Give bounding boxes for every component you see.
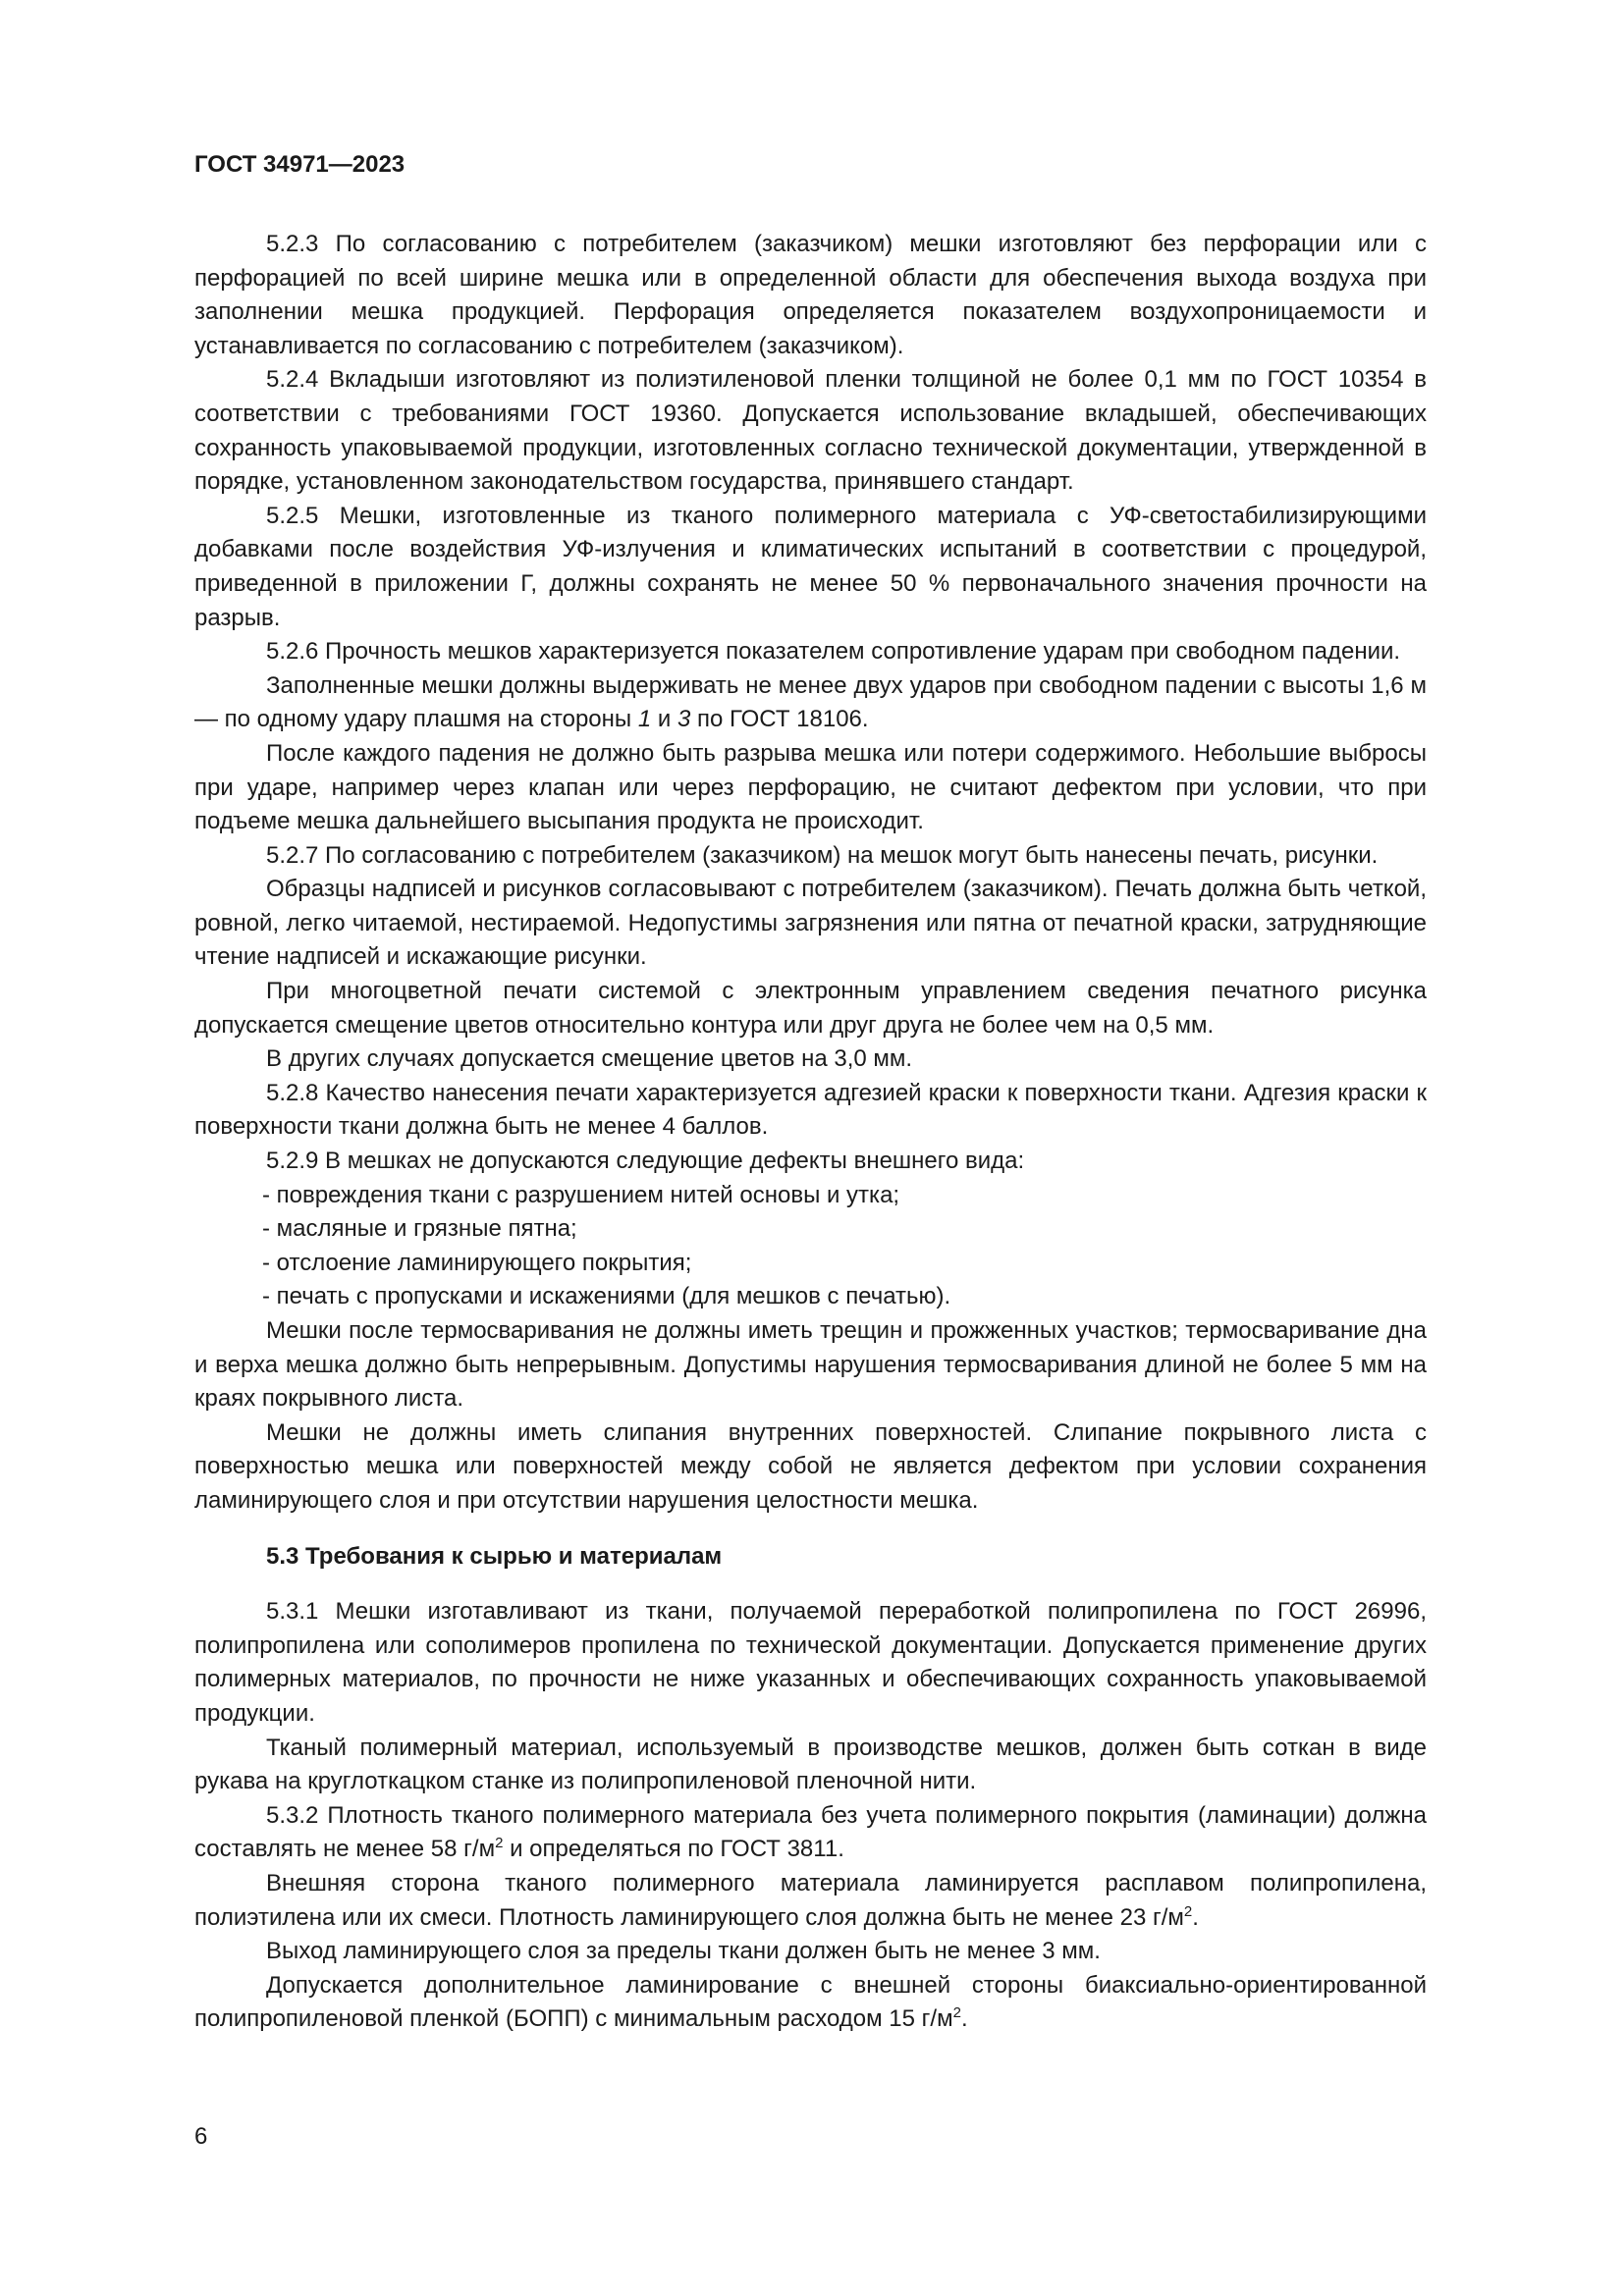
text-run: Допускается дополнительное ламинирование с внешней стороны биаксиально-ориентированной полипропиленовой пленкой (БОПП) с минимальным расходом 15 г/м bbox=[194, 1971, 1427, 2033]
paragraph-heat-sealing: Мешки после термосваривания не должны иметь трещин и прожженных участков; термосваривание дна и верха мешка должно быть непрерывным. Допустимы нарушения термосваривания длиной не более 5 мм на краях покрывного листа. bbox=[194, 1317, 1427, 1413]
superscript: 2 bbox=[495, 1835, 504, 1852]
paragraph-5-2-8: 5.2.8 Качество нанесения печати характеризуется адгезией краски к поверхности ткани. Адгезия краски к поверхности ткани должна быть не менее 4 баллов. bbox=[194, 1079, 1427, 1141]
italic-side-number: 1 bbox=[637, 706, 652, 733]
text-run: . bbox=[1192, 1903, 1199, 1931]
text-run: Заполненные мешки должны выдерживать не менее двух ударов при свободном падении с высоты 1,6 м — по одному удару плашмя на стороны bbox=[194, 671, 1427, 733]
text-run: и bbox=[651, 706, 677, 733]
superscript: 2 bbox=[1183, 1902, 1193, 1920]
paragraph-woven-material: Тканый полимерный материал, используемый в производстве мешков, должен быть соткан в виде рукава на круглоткацком станке из полипропиленовой пленочной нити. bbox=[194, 1734, 1427, 1795]
section-heading-5-3: 5.3 Требования к сырью и материалам bbox=[266, 1542, 723, 1570]
paragraph-5-2-3: 5.2.3 По согласованию с потребителем (заказчиком) мешки изготовляют без перфорации или с перфорацией по всей ширине мешка или в определенной области для обеспечения выхода воздуха при заполнении мешка продукцией. Перфорация определяется показателем воздухопроницаемости и устанавливается по согласованию с потребителем (заказчиком). bbox=[194, 231, 1427, 359]
list-item-defect: - отслоение ламинирующего покрытия; bbox=[262, 1249, 692, 1276]
paragraph-after-drop: После каждого падения не должно быть разрыва мешка или потери содержимого. Небольшие выбросы при ударе, например через клапан или через перфорацию, не считают дефектом при условии, что при подъеме мешка дальнейшего высыпания продукта не происходит. bbox=[194, 739, 1427, 835]
paragraph-5-3-2 bbox=[194, 1799, 1427, 1867]
paragraph-bopp bbox=[194, 1969, 1427, 2037]
paragraph-lamination bbox=[194, 1867, 1427, 1935]
text-run: по ГОСТ 18106. bbox=[690, 706, 869, 733]
document-body bbox=[194, 228, 1427, 2037]
italic-side-number: 3 bbox=[677, 706, 691, 733]
text-run: . bbox=[960, 2005, 968, 2033]
paragraph-5-2-4: 5.2.4 Вкладыши изготовляют из полиэтиленовой пленки толщиной не более 0,1 мм по ГОСТ 10354 в соответствии с требованиями ГОСТ 19360. Допускается использование вкладышей, обеспечивающих сохранность упаковываемой продукции, изготовленных согласно технической документации, утвержденной в порядке, установленном законодательством государства, принявшего стандарт. bbox=[194, 366, 1427, 496]
list-item-defect: - масляные и грязные пятна; bbox=[262, 1215, 577, 1243]
paragraph-lamination-overhang: Выход ламинирующего слоя за пределы ткани должен быть не менее 3 мм. bbox=[266, 1938, 1101, 1965]
paragraph-color-shift: В других случаях допускается смещение цветов на 3,0 мм. bbox=[266, 1045, 913, 1073]
paragraph-5-2-7: 5.2.7 По согласованию с потребителем (заказчиком) на мешок могут быть нанесены печать, рисунки. bbox=[266, 841, 1379, 869]
text-run: Внешняя сторона тканого полимерного материала ламинируется расплавом полипропилена, полиэтилена или их смеси. Плотность ламинирующего слоя должна быть не менее 23 г/м bbox=[194, 1869, 1427, 1931]
paragraph-adhesion: Мешки не должны иметь слипания внутренних поверхностей. Слипание покрывного листа с поверхностью мешка или поверхностей между собой не является дефектом при условии сохранения ламинирующего слоя и при отсутствии нарушения целостности мешка. bbox=[194, 1418, 1427, 1514]
paragraph-5-2-6: 5.2.6 Прочность мешков характеризуется показателем сопротивление ударам при свободном падении. bbox=[266, 638, 1401, 666]
document-header-title: ГОСТ 34971—2023 bbox=[194, 151, 406, 178]
list-item-defect: - печать с пропусками и искажениями (для мешков с печатью). bbox=[262, 1283, 951, 1310]
page-number: 6 bbox=[194, 2123, 208, 2150]
list-item-defect: - повреждения ткани с разрушением нитей основы и утка; bbox=[262, 1181, 900, 1208]
paragraph-drop-test bbox=[194, 669, 1427, 737]
paragraph-multicolor-print: При многоцветной печати системой с электронным управлением сведения печатного рисунка допускается смещение цветов относительно контура или друг друга не более чем на 0,5 мм. bbox=[194, 978, 1427, 1039]
paragraph-5-3-1: 5.3.1 Мешки изготавливают из ткани, получаемой переработкой полипропилена по ГОСТ 26996, полипропилена или сополимеров пропилена по технической документации. Допускается применение других полимерных материалов, по прочности не ниже указанных и обеспечивающих сохранность упаковываемой продукции. bbox=[194, 1598, 1427, 1727]
paragraph-5-2-9: 5.2.9 В мешках не допускаются следующие дефекты внешнего вида: bbox=[266, 1148, 1025, 1175]
text-run: и определяться по ГОСТ 3811. bbox=[503, 1836, 844, 1863]
paragraph-5-2-5: 5.2.5 Мешки, изготовленные из тканого полимерного материала с УФ-светостабилизирующими добавками после воздействия УФ-излучения и климатических испытаний в соответствии с процедурой, приведенной в приложении Г, должны сохранять не менее 50 % первоначального значения прочности на разрыв. bbox=[194, 502, 1427, 631]
text-run: 5.3.2 Плотность тканого полимерного материала без учета полимерного покрытия (ламинации) должна составлять не менее 58 г/м bbox=[194, 1801, 1427, 1863]
superscript: 2 bbox=[952, 2004, 961, 2022]
paragraph-print-samples: Образцы надписей и рисунков согласовывают с потребителем (заказчиком). Печать должна быть четкой, ровной, легко читаемой, нестираемой. Недопустимы загрязнения или пятна от печатной краски, затрудняющие чтение надписей и искажающие рисунки. bbox=[194, 876, 1427, 971]
